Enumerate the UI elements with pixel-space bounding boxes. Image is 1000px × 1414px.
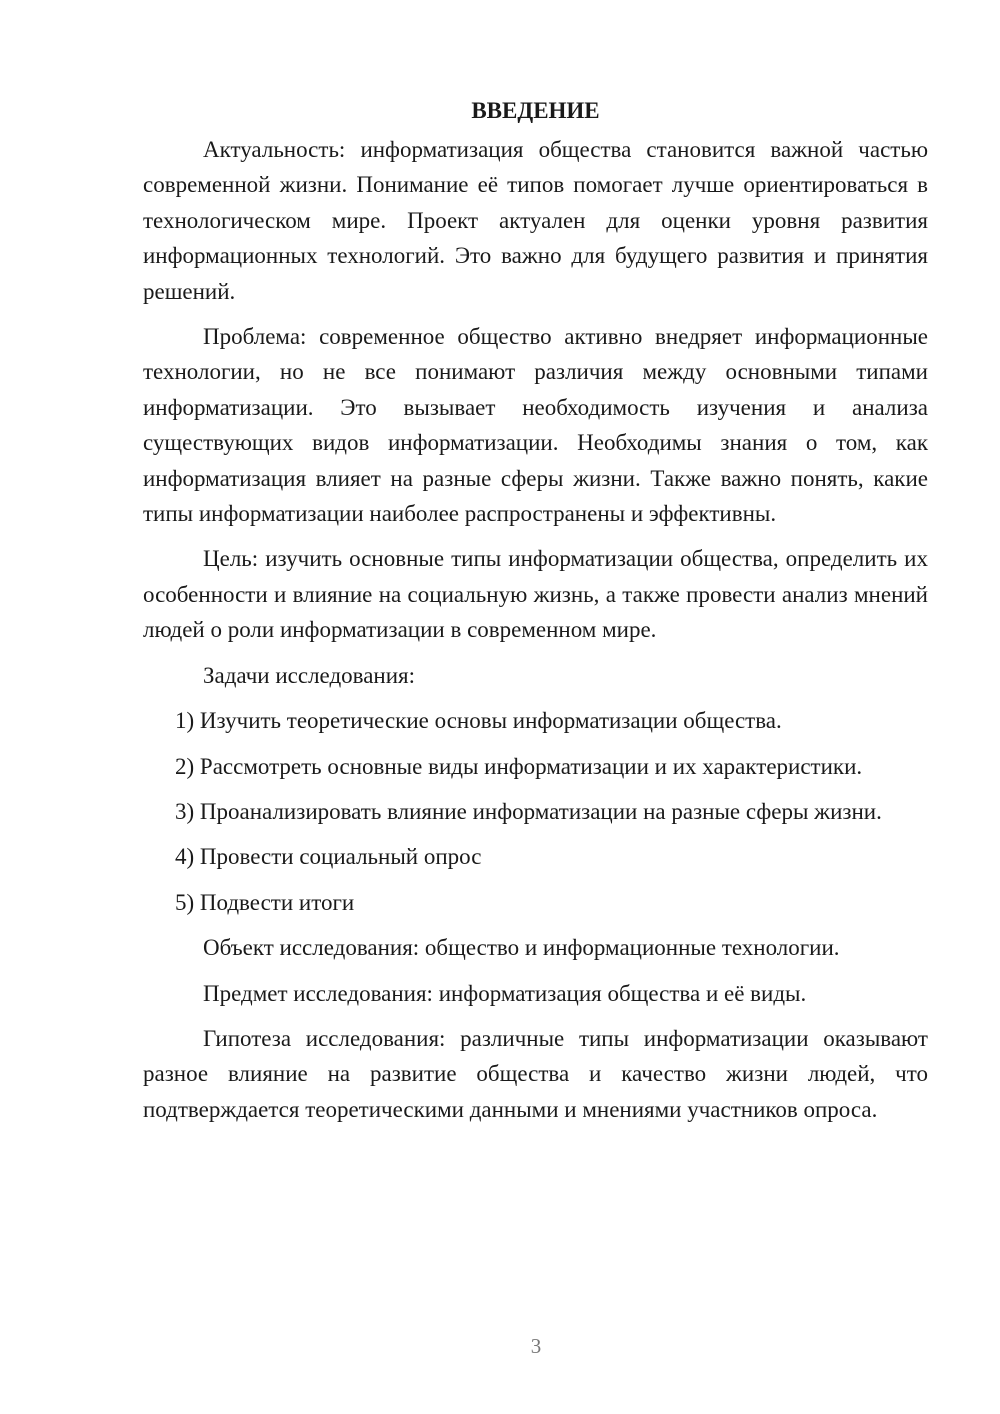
task-item-5: 5) Подвести итоги <box>175 889 355 915</box>
page-title: ВВЕДЕНИЕ <box>471 98 600 123</box>
problem-paragraph: Проблема: современное общество активно внедряет информационные технологии, но не все понимают различия между основными типами информатизации. Это вызывает необходимость изучения и анализа существующих видов информатизации. Необходимы знания о том, как информатизация влияет на разные сферы жизни. Также важно понять, какие типы информатизации наиболее распространены и эффективны. <box>143 324 928 527</box>
task-item-2: 2) Рассмотреть основные виды информатизации и их характеристики. <box>175 753 863 779</box>
object-paragraph: Объект исследования: общество и информационные технологии. <box>203 935 840 961</box>
subject-paragraph: Предмет исследования: информатизация общества и её виды. <box>203 980 807 1006</box>
tasks-heading: Задачи исследования: <box>203 662 416 688</box>
relevance-paragraph: Актуальность: информатизация общества становится важной частью современной жизни. Понимание её типов помогает лучше ориентироваться в технологическом мире. Проект актуален для оценки уровня развития информационных технологий. Это важно для будущего развития и принятия решений. <box>143 137 928 304</box>
task-item-3: 3) Проанализировать влияние информатизации на разные сферы жизни. <box>175 798 882 824</box>
task-item-4: 4) Провести социальный опрос <box>175 844 482 870</box>
page-content <box>143 96 928 1137</box>
hypothesis-paragraph: Гипотеза исследования: различные типы информатизации оказывают разное влияние на развитие общества и качество жизни людей, что подтверждается теоретическими данными и мнениями участников опроса. <box>143 1025 928 1122</box>
goal-paragraph: Цель: изучить основные типы информатизации общества, определить их особенности и влияние на социальную жизнь, а также провести анализ мнений людей о роли информатизации в современном мире. <box>143 546 928 643</box>
page-number: 3 <box>530 1334 542 1358</box>
task-item-1: 1) Изучить теоретические основы информатизации общества. <box>175 708 782 734</box>
